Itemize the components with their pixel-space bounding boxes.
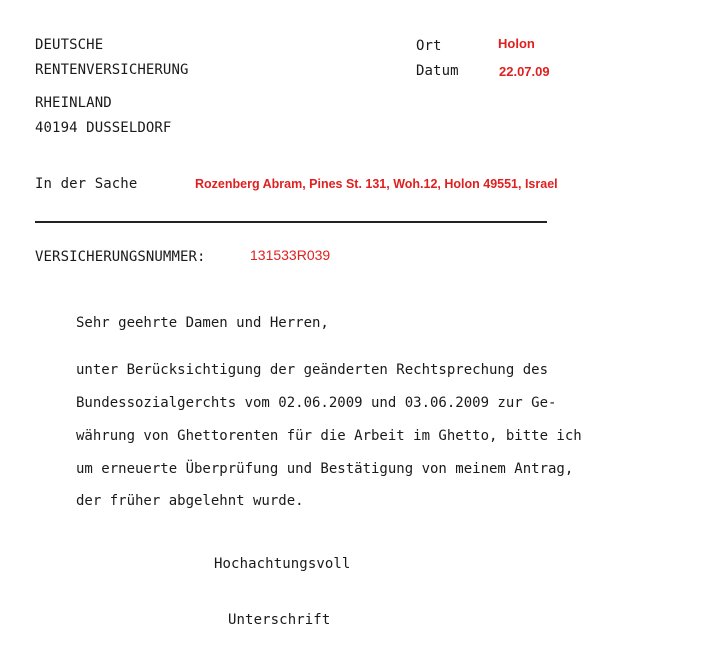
subject-label: In der Sache — [35, 176, 138, 192]
ort-value: Holon — [498, 36, 535, 51]
body-line-3: währung von Ghettorenten für die Arbeit im Ghetto, bitte ich — [76, 428, 582, 444]
sender-line-2: RENTENVERSICHERUNG — [35, 62, 189, 78]
sender-line-1: DEUTSCHE — [35, 37, 104, 53]
signature-label: Unterschrift — [228, 612, 331, 628]
body-line-2: Bundessozialgerchts vom 02.06.2009 und 03.06.2009 zur Ge- — [76, 395, 557, 411]
ort-label: Ort — [416, 38, 442, 54]
salutation: Sehr geehrte Damen und Herren, — [76, 315, 329, 331]
sender-line-4: 40194 DUSSELDORF — [35, 120, 172, 136]
datum-label: Datum — [416, 63, 459, 79]
body-line-5: der früher abgelehnt wurde. — [76, 493, 304, 509]
divider-rule — [35, 221, 547, 223]
body-line-4: um erneuerte Überprüfung und Bestätigung von meinem Antrag, — [76, 461, 574, 477]
closing: Hochachtungsvoll — [214, 556, 351, 572]
subject-value: Rozenberg Abram, Pines St. 131, Woh.12, Holon 49551, Israel — [195, 177, 558, 191]
datum-value: 22.07.09 — [499, 64, 550, 79]
body-line-1: unter Berücksichtigung der geänderten Rechtsprechung des — [76, 362, 549, 378]
insurance-label: VERSICHERUNGSNUMMER: — [35, 249, 206, 265]
sender-line-3: RHEINLAND — [35, 95, 112, 111]
insurance-number: 131533R039 — [250, 247, 331, 263]
